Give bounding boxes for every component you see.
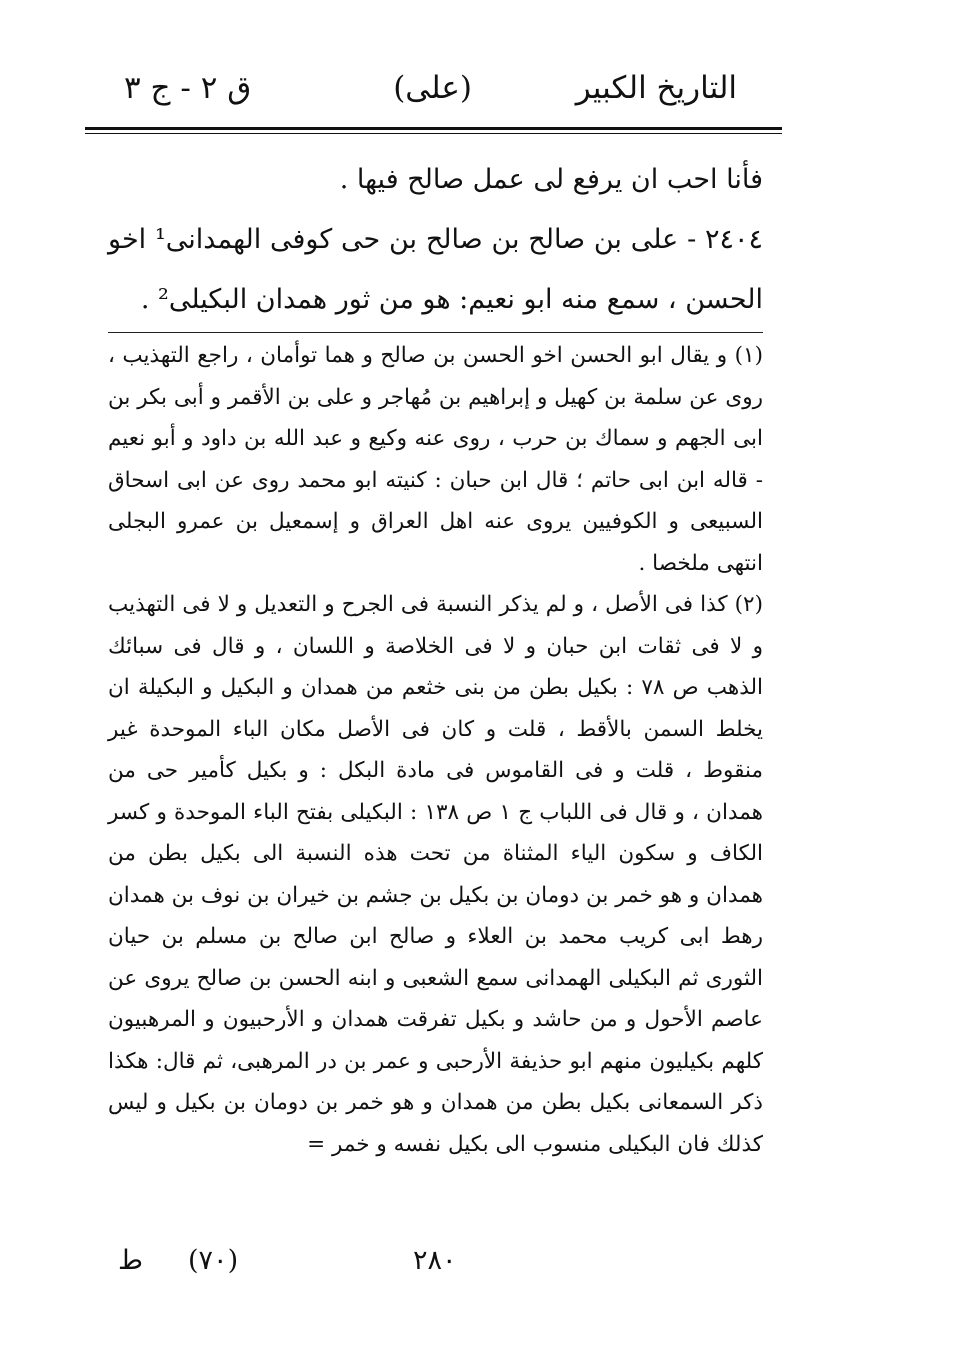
section-name: (على) xyxy=(393,70,472,106)
book-title: التاريخ الكبير xyxy=(575,70,737,106)
continuation-line: فأنا احب ان يرفع لى عمل صالح فيها . xyxy=(339,164,763,195)
main-text xyxy=(108,150,763,333)
volume-marker: (٧٠) xyxy=(188,1245,239,1276)
part-volume-label: ق ٢ - ج ٣ xyxy=(124,70,252,106)
footnote-2: (٢) كذا فى الأصل ، و لم يذكر النسبة فى الجرح و التعديل و لا فى التهذيب و لا فى ثقات ابن حبان و لا فى الخلاصة و اللسان ، و قال فى سبائك الذهب ص ٧٨ : بكيل بطن من بنى خثعم من همدان و البكيل و البكيلة ان يخلط السمن بالأقط ، قلت و كان فى الأصل مكان الباء الموحدة غير منقوط ، قلت و فى القاموس فى مادة البكل : و بكيل كأمير حى من همدان ، و قال فى اللباب ج ١ ص ١٣٨ : البكيلى بفتح الباء الموحدة و كسر الكاف و سكون الياء المثناة من تحت هذه النسبة الى بكيل بطن من همدان و هو خمر بن دومان بن بكيل بن جشم بن خيران بن نوف بن همدان رهط ابى كريب محمد بن العلاء و صالح ابن صالح بن مسلم بن حيان الثورى ثم البكيلى الهمدانى سمع الشعبى و ابنه الحسن بن صالح يروى عن عاصم الأحول و من حاشد و بكيل تفرقت همدان و الأرحبيون و المرهبيون كلهم بكيليون منهم ابو حذيفة الأرحبى و عمر بن در المرهبى، ثم قال: هكذا ذكر السمعانى بكيل بطن من همدان و هو خمر بن دومان بن بكيل و ليس كذلك فان البكيلى منسوب الى بكيل نفسه و خمر = xyxy=(108,592,764,1157)
entry-second-line: الحسن ، سمع منه ابو نعيم: هو من ثور همدان البكيلى² . xyxy=(108,270,763,333)
entry-first-line: ٢٤٠٤ - على بن صالح بن صالح بن حى كوفى الهمدانى¹ اخو xyxy=(108,224,763,255)
page-footer xyxy=(108,1245,763,1285)
footnote-1: (١) و يقال ابو الحسن اخو الحسن بن صالح و هما توأمان ، راجع التهذيب ، روى عن سلمة بن كهيل و إبراهيم بن مُهاجر و على بن الأقمر و أبى بكر بن ابى الجهم و سماك بن حرب ، روى عنه وكيع و عبد الله بن داود و أبو نعيم - قاله ابن ابى حاتم ؛ قال ابن حبان : كنيته ابو محمد روى عن ابى اسحاق السبيعى و الكوفيين يروى عنه اهل العراق و إسمعيل بن عمرو البجلى انتهى ملخصا . xyxy=(108,343,763,576)
footnotes xyxy=(108,335,763,1165)
header-rule-thin xyxy=(85,133,782,134)
page-number: ٢٨٠ xyxy=(413,1245,457,1276)
running-header xyxy=(112,70,737,120)
header-rule-thick xyxy=(85,127,782,130)
signature-mark: ط xyxy=(118,1245,143,1276)
